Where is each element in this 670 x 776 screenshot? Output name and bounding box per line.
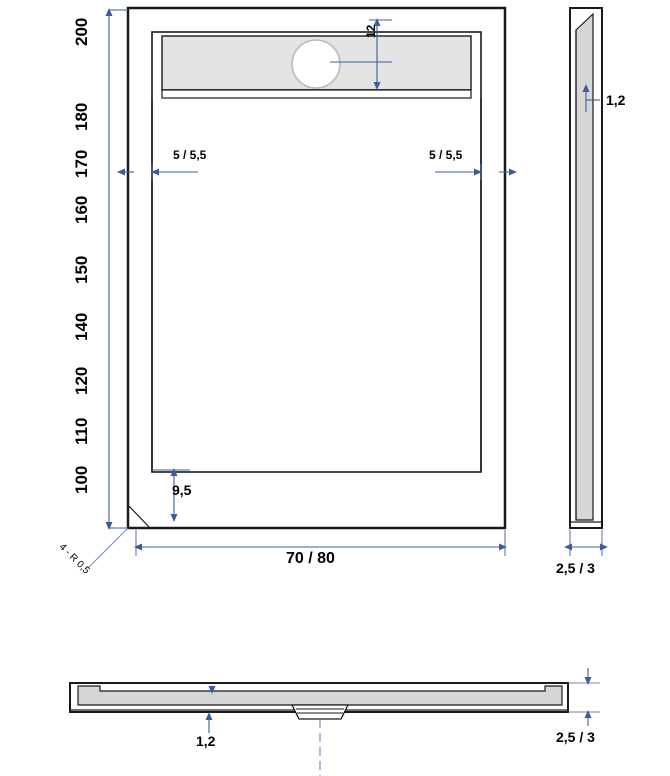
scale-label-140: 140 (72, 312, 91, 341)
scale-label-160: 160 (72, 195, 91, 224)
side-thickness-label: 1,2 (606, 92, 626, 108)
height-scale-group (106, 8, 129, 530)
section-height-arrow-lower (585, 710, 592, 718)
side-view-group (564, 8, 608, 556)
corner-radius-label: 4 - R 0,5 (56, 541, 92, 577)
scale-arrow-bottom (106, 522, 113, 530)
section-drain-boss (292, 705, 348, 719)
scale-label-170: 170 (72, 149, 91, 178)
drain-depth-label: 12 (364, 24, 378, 38)
scale-label-200: 200 (72, 17, 91, 46)
drain-depth-label-wrap (362, 25, 380, 38)
radius-leader-line (88, 528, 128, 568)
scale-label-110: 110 (72, 417, 91, 445)
scale-label-100: 100 (72, 465, 91, 494)
level-marker-right-arrow (509, 169, 517, 176)
section-height-label: 2,5 / 3 (556, 729, 595, 745)
left-inset-label: 5 / 5,5 (173, 148, 207, 162)
section-height-arrow-upper (585, 677, 592, 685)
level-marker-left-arrow (117, 169, 125, 176)
drain-channel-lip (162, 90, 471, 98)
scale-label-120: 120 (72, 366, 91, 395)
right-inset-label: 5 / 5,5 (429, 148, 463, 162)
scale-label-180: 180 (72, 102, 91, 131)
section-lip-arrow (206, 712, 213, 720)
scale-label-150: 150 (72, 255, 91, 284)
scale-arrow-top (106, 8, 113, 16)
section-lip-label: 1,2 (196, 733, 216, 749)
side-height-arrow-left (564, 544, 572, 551)
width-arrow-left (134, 544, 142, 551)
bottom-offset-label: 9,5 (172, 482, 192, 498)
width-label: 70 / 80 (286, 550, 335, 567)
drain-outlet-circle (292, 40, 340, 88)
width-arrow-right (499, 544, 507, 551)
side-height-arrow-right (600, 544, 608, 551)
bottom-section-view-group (70, 668, 600, 776)
front-view-group (88, 8, 505, 568)
side-height-label: 2,5 / 3 (556, 560, 595, 576)
